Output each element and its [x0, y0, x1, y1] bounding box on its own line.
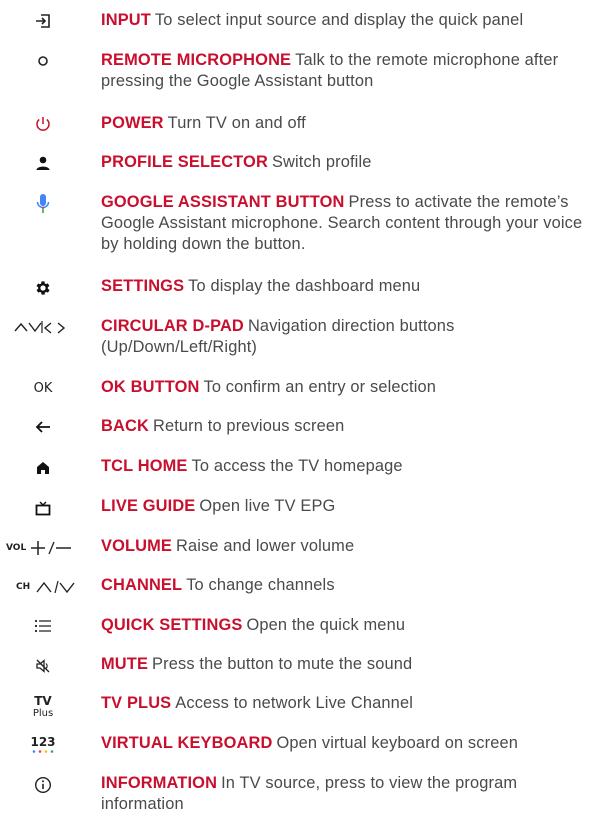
legend-term: INFORMATION: [101, 774, 218, 792]
legend-description: Switch profile: [271, 153, 372, 171]
legend-term: QUICK SETTINGS: [101, 616, 243, 634]
legend-term: PROFILE SELECTOR: [101, 153, 268, 171]
info-icon: [0, 774, 86, 796]
channel-icon-label: CH: [16, 582, 31, 592]
legend-description: Open live TV EPG: [199, 497, 336, 515]
keyboard-icon-label: 123: [30, 735, 56, 749]
legend-term: SETTINGS: [101, 277, 185, 295]
tv-plus-icon: [0, 693, 86, 721]
legend-description: To confirm an entry or selection: [203, 378, 437, 396]
legend-text: [101, 693, 601, 714]
legend-term: VIRTUAL KEYBOARD: [101, 734, 273, 752]
legend-description: Press the button to mute the sound: [152, 655, 413, 673]
legend-text: [101, 113, 601, 134]
legend-text: [101, 654, 601, 675]
legend-description: In TV source, press to view the program information: [101, 774, 518, 813]
legend-term: BACK: [101, 417, 149, 435]
legend-term: VOLUME: [101, 537, 173, 555]
legend-text: [101, 456, 601, 477]
legend-term: MUTE: [101, 655, 149, 673]
legend-term: CHANNEL: [101, 576, 183, 594]
tv-plus-icon-label: TV: [34, 693, 52, 708]
legend-text: [101, 10, 601, 31]
dpad-arrows-icon: [8, 316, 88, 338]
legend-text: [101, 496, 601, 517]
legend-text: [101, 377, 601, 398]
tv-icon: [0, 497, 86, 519]
legend-term: GOOGLE ASSISTANT BUTTON: [101, 193, 345, 211]
legend-text: [101, 416, 601, 437]
legend-term: OK BUTTON: [101, 378, 200, 396]
legend-description: Return to previous screen: [152, 417, 345, 435]
microphone-dot-icon: [0, 50, 86, 72]
legend-description: Access to network Live Channel: [175, 694, 413, 712]
legend-description: Talk to the remote microphone after pressing the Google Assistant button: [101, 51, 559, 90]
volume-icon-label: VOL: [6, 543, 27, 553]
list-icon: [0, 615, 86, 637]
legend-description: To access the TV homepage: [191, 457, 403, 475]
legend-description: Open the quick menu: [246, 616, 406, 634]
channel-icon: [16, 576, 86, 598]
legend-description: Press to activate the remote’s Google Assistant microphone. Search content through your voice by holding down the button.: [101, 193, 583, 253]
legend-term: TCL HOME: [101, 457, 188, 475]
legend-description: To change channels: [186, 576, 335, 594]
ok-icon: [0, 377, 86, 399]
legend-description: To select input source and display the quick panel: [154, 11, 524, 29]
legend-description: Turn TV on and off: [167, 114, 306, 132]
legend-text: [101, 575, 601, 596]
legend-text: [101, 316, 601, 358]
legend-text: [101, 152, 601, 173]
legend-text: [101, 192, 601, 255]
legend-text: [101, 773, 601, 815]
legend-term: POWER: [101, 114, 164, 132]
legend-description: Open virtual keyboard on screen: [276, 734, 519, 752]
legend-text: [101, 276, 601, 297]
legend-text: [101, 50, 601, 92]
legend-term: REMOTE MICROPHONE: [101, 51, 292, 69]
keyboard-123-icon: [0, 733, 86, 757]
profile-icon: [0, 152, 86, 174]
gear-icon: [0, 277, 86, 299]
mute-icon: [0, 655, 86, 677]
power-icon: [0, 113, 86, 135]
legend-term: CIRCULAR D-PAD: [101, 317, 244, 335]
ok-icon-label: OK: [33, 380, 53, 396]
legend-text: [101, 615, 601, 636]
legend-description: Navigation direction buttons (Up/Down/Left/Right): [101, 317, 455, 356]
back-arrow-icon: [0, 416, 86, 438]
legend-description: Raise and lower volume: [176, 537, 355, 555]
google-assistant-mic-icon: [0, 193, 86, 215]
home-icon: [0, 457, 86, 479]
legend-text: [101, 536, 601, 557]
legend-term: TV PLUS: [101, 694, 172, 712]
legend-term: INPUT: [101, 11, 151, 29]
legend-term: LIVE GUIDE: [101, 497, 196, 515]
input-icon: [0, 10, 86, 32]
legend-text: [101, 733, 601, 754]
tv-plus-icon-sublabel: Plus: [32, 707, 54, 719]
legend-description: To display the dashboard menu: [188, 277, 421, 295]
volume-icon: [6, 537, 86, 559]
